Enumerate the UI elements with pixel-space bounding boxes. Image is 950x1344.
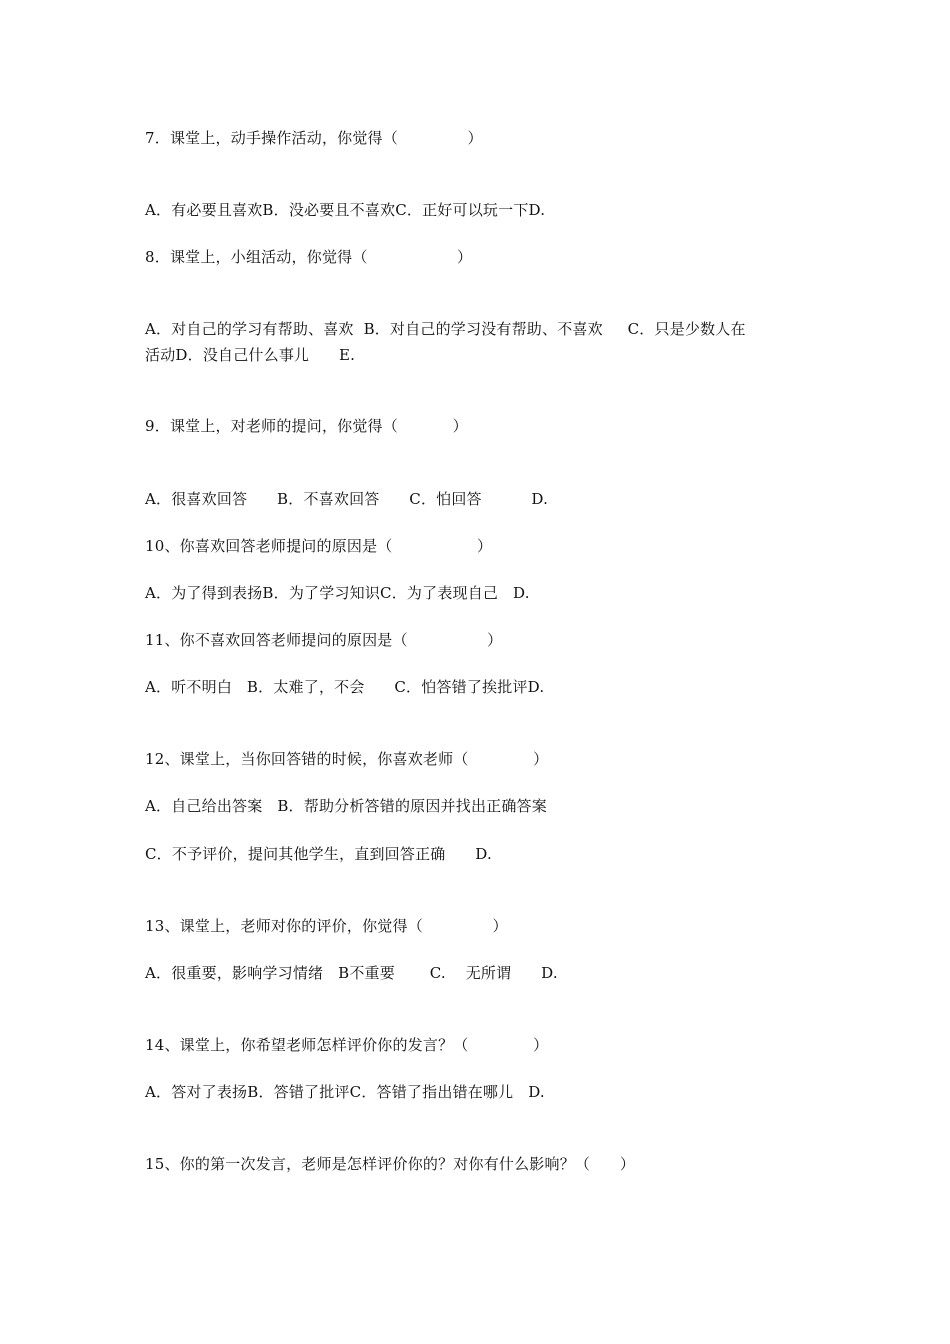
question-14-options: A．答对了表扬B．答错了批评C．答错了指出错在哪儿 D. xyxy=(145,1083,545,1101)
question-11-options: A．听不明白 B．太难了，不会 C．怕答错了挨批评D. xyxy=(145,678,545,696)
question-8: 8．课堂上，小组活动，你觉得（ ） xyxy=(145,248,473,266)
question-14: 14、课堂上，你希望老师怎样评价你的发言？（ ） xyxy=(145,1036,549,1054)
question-15: 15、你的第一次发言，老师是怎样评价你的？对你有什么影响？（ ） xyxy=(145,1155,636,1173)
question-12-options-line-2: C．不予评价，提问其他学生，直到回答正确 D. xyxy=(145,845,492,863)
question-13-options: A．很重要，影响学习情绪 B不重要 C. 无所谓 D. xyxy=(145,964,558,982)
question-8-options-line-2: 活动D．没自己什么事儿 E. xyxy=(145,346,356,364)
question-10: 10、你喜欢回答老师提问的原因是（ ） xyxy=(145,537,493,555)
question-7: 7．课堂上，动手操作活动，你觉得（ ） xyxy=(145,129,483,147)
question-11: 11、你不喜欢回答老师提问的原因是（ ） xyxy=(145,631,503,649)
question-9: 9．课堂上，对老师的提问，你觉得（ ） xyxy=(145,417,468,435)
question-7-options: A．有必要且喜欢B．没必要且不喜欢C．正好可以玩一下D. xyxy=(145,201,546,219)
question-10-options: A．为了得到表扬B．为了学习知识C．为了表现自己 D. xyxy=(145,584,530,602)
question-9-options: A．很喜欢回答 B．不喜欢回答 C．怕回答 D. xyxy=(145,490,549,508)
question-12-options-line-1: A．自己给出答案 B．帮助分析答错的原因并找出正确答案 xyxy=(145,797,547,815)
question-8-options-line-1: A．对自己的学习有帮助、喜欢 B．对自己的学习没有帮助、不喜欢 C．只是少数人在 xyxy=(145,320,746,338)
question-12: 12、课堂上，当你回答错的时候，你喜欢老师（ ） xyxy=(145,750,549,768)
question-13: 13、课堂上，老师对你的评价，你觉得（ ） xyxy=(145,917,508,935)
